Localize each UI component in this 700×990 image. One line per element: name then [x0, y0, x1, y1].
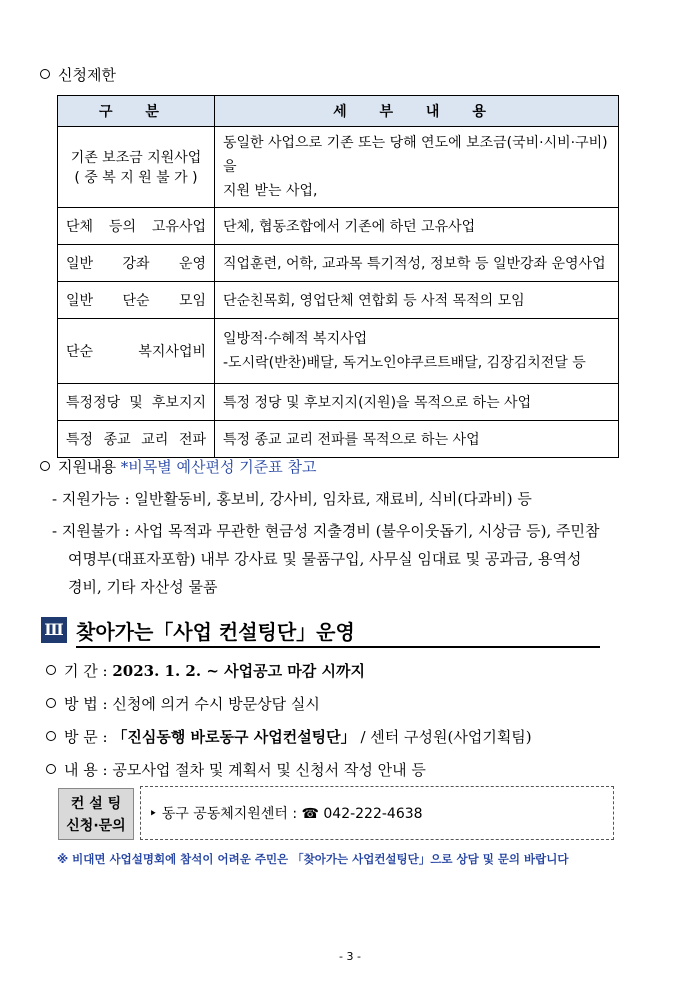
- table-header-category: 구 분: [58, 96, 215, 127]
- circle-bullet-icon: [46, 698, 56, 708]
- page-number: - 3 -: [339, 950, 361, 963]
- support-allowed: - 지원가능 : 일반활동비, 홍보비, 강사비, 임차료, 재료비, 식비(다과비) 등: [52, 490, 532, 508]
- visit-line: 방 문 : 「진심동행 바로동구 사업컨설팅단」 / 센터 구성원(사업기획팀): [46, 726, 532, 747]
- row-detail: 일방적·수혜적 복지사업 -도시락(반찬)배달, 독거노인야쿠르트배달, 김장김치전달 등: [215, 319, 619, 384]
- restrictions-table: [57, 95, 619, 458]
- table-row: [58, 245, 619, 282]
- section-restrictions-heading: 신청제한: [40, 64, 116, 85]
- row-category: 단체 등의 고유사업: [58, 208, 215, 245]
- section-divider: [76, 646, 600, 648]
- row-detail: 직업훈련, 어학, 교과목 특기적성, 정보학 등 일반강좌 운영사업: [215, 245, 619, 282]
- row-detail: 특정 정당 및 후보지지(지원)을 목적으로 하는 사업: [215, 384, 619, 421]
- notice-text: ※ 비대면 사업설명회에 참석이 어려운 주민은 「찾아가는 사업컨설팅단」으로 상담 및 문의 바랍니다: [57, 852, 569, 866]
- row-detail: 단순친목회, 영업단체 연합회 등 사적 목적의 모임: [215, 282, 619, 319]
- table-row: [58, 208, 619, 245]
- table-row: [58, 127, 619, 208]
- content-line: 내 용 : 공모사업 절차 및 계획서 및 신청서 작성 안내 등: [46, 759, 426, 780]
- support-disallowed-line3: 경비, 기타 자산성 물품: [68, 578, 218, 596]
- table-row: [58, 282, 619, 319]
- support-heading-note: *비목별 예산편성 기준표 참고: [120, 458, 317, 476]
- row-category: 특정정당 및 후보지지: [58, 384, 215, 421]
- row-detail: 동일한 사업으로 기존 또는 당해 연도에 보조금(국비·시비·구비)을 지원 받는 사업,: [215, 127, 619, 208]
- section-title: 찾아가는「사업 컨설팅단」운영: [76, 620, 355, 644]
- row-category: 일반 강좌 운영: [58, 245, 215, 282]
- row-category: 단순 복지사업비: [58, 319, 215, 384]
- row-category: 기존 보조금 지원사업 ( 중 복 지 원 불 가 ): [58, 127, 215, 208]
- circle-bullet-icon: [46, 764, 56, 774]
- circle-bullet-icon: [46, 731, 56, 741]
- circle-bullet-icon: [40, 461, 50, 471]
- table-row: [58, 421, 619, 458]
- row-detail: 단체, 협동조합에서 기존에 하던 고유사업: [215, 208, 619, 245]
- contact-label: 컨 설 팅 신청·문의: [58, 788, 134, 840]
- circle-bullet-icon: [46, 665, 56, 675]
- row-category: 특정 종교 교리 전파: [58, 421, 215, 458]
- table-header-detail: 세 부 내 용: [215, 96, 619, 127]
- contact-info: ‣ 동구 공동체지원센터 : ☎ 042-222-4638: [140, 786, 614, 840]
- support-disallowed-line1: - 지원불가 : 사업 목적과 무관한 현금성 지출경비 (불우이웃돕기, 시상금 등), 주민참: [52, 522, 600, 540]
- period-line: 기 간 : 2023. 1. 2. ~ 사업공고 마감 시까지: [46, 660, 365, 681]
- support-disallowed-line2: 여명부(대표자포함) 내부 강사료 및 물품구입, 사무실 임대료 및 공과금, 용역성: [68, 550, 582, 568]
- circle-bullet-icon: [40, 69, 50, 79]
- section-support-heading: 지원내용 *비목별 예산편성 기준표 참고: [40, 456, 316, 477]
- section-number-badge: Ⅲ: [41, 617, 67, 643]
- method-line: 방 법 : 신청에 의거 수시 방문상담 실시: [46, 693, 320, 714]
- row-detail: 특정 종교 교리 전파를 목적으로 하는 사업: [215, 421, 619, 458]
- row-category: 일반 단순 모임: [58, 282, 215, 319]
- table-row: [58, 384, 619, 421]
- table-row: [58, 319, 619, 384]
